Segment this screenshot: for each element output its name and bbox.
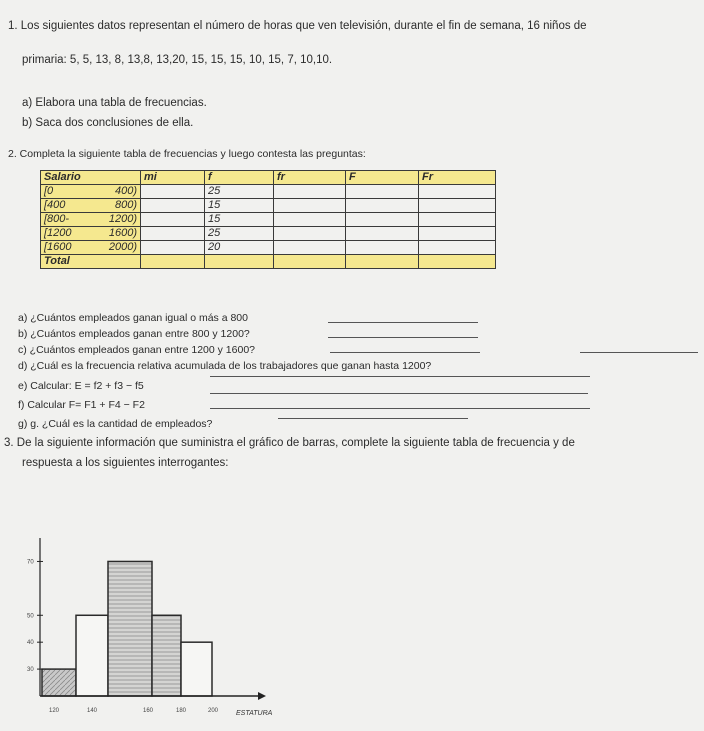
Fr-cell[interactable] [419,241,496,255]
f-cell: 20 [205,241,274,255]
header-mi: mi [141,171,205,185]
frequency-table [40,170,496,269]
total-F-cell [346,255,419,269]
answer-line-d[interactable] [580,352,698,353]
answer-line-a[interactable] [328,322,478,323]
interval-upper: 400) [114,185,137,197]
f-cell: 25 [205,227,274,241]
F-cell[interactable] [346,213,419,227]
interval-cell [41,199,141,213]
F-cell[interactable] [346,241,419,255]
q2-question-f: f) Calcular F= F1 + F4 − F2 [18,399,145,411]
histogram-chart [0,510,300,730]
histogram-bar-180-200 [181,642,212,696]
interval-cell [41,213,141,227]
x-tick-label: 140 [86,708,98,714]
x-axis-arrow [258,692,266,700]
mi-cell[interactable] [141,227,205,241]
q3-line1: 3. De la siguiente información que suministra el gráfico de barras, complete la siguiente tabla de frecuencia y de [4,437,575,449]
histogram-bar-160-170 [108,561,152,696]
table-total-row [41,255,496,269]
x-axis-label: ESTATURA [236,710,273,717]
header-Fr: Fr [419,171,496,185]
q2-question-c: c) ¿Cuántos empleados ganan entre 1200 y 1600? [18,344,255,356]
header-f: f [205,171,274,185]
q3-line2: respuesta a los siguientes interrogantes: [22,457,229,469]
total-Fr-cell [419,255,496,269]
q2-question-g: g) g. ¿Cuál es la cantidad de empleados? [18,418,213,430]
interval-upper: 1600) [108,227,137,239]
mi-cell[interactable] [141,213,205,227]
table-row [41,227,496,241]
interval-upper: 2000) [108,241,137,253]
Fr-cell[interactable] [419,227,496,241]
interval-lower: [1600 [44,241,72,253]
F-cell[interactable] [346,199,419,213]
Fr-cell[interactable] [419,213,496,227]
y-tick-label: 70 [27,559,34,566]
x-tick-label: 200 [207,708,219,714]
header-F: F [346,171,419,185]
fr-cell[interactable] [274,213,346,227]
fr-cell[interactable] [274,199,346,213]
x-tick-label: 120 [48,708,60,714]
header-salario: Salario [41,171,141,185]
y-tick-label: 40 [27,640,34,647]
total-mi-cell [141,255,205,269]
fr-cell[interactable] [274,185,346,199]
q1-item-a: a) Elabora una tabla de frecuencias. [22,97,207,109]
interval-cell [41,227,141,241]
interval-upper: 800) [114,199,137,211]
f-cell: 15 [205,199,274,213]
q2-question-a: a) ¿Cuántos empleados ganan igual o más a 800 [18,312,248,324]
q1-intro-line2: primaria: 5, 5, 13, 8, 13,8, 13,20, 15, 15, 15, 10, 15, 7, 10,10. [22,54,333,66]
interval-cell [41,241,141,255]
q2-title: 2. Completa la siguiente tabla de frecuencias y luego contesta las preguntas: [8,148,366,160]
total-fr-cell[interactable] [274,255,346,269]
answer-line-b[interactable] [328,337,478,338]
mi-cell[interactable] [141,241,205,255]
answer-line-c[interactable] [330,352,480,353]
interval-lower: [1200 [44,227,72,239]
histogram-bar-140-160 [76,615,108,696]
histogram-bar-170-180 [152,615,181,696]
mi-cell[interactable] [141,185,205,199]
q1-intro-line1: 1. Los siguientes datos representan el número de horas que ven televisión, durante el fin de semana, 16 niños de [8,20,587,32]
F-cell[interactable] [346,185,419,199]
answer-line-e[interactable] [210,393,588,394]
table-row [41,213,496,227]
mi-cell[interactable] [141,199,205,213]
answer-line-d2[interactable] [210,376,590,377]
Fr-cell[interactable] [419,199,496,213]
q2-question-d: d) ¿Cuál es la frecuencia relativa acumulada de los trabajadores que ganan hasta 1200? [18,360,432,372]
x-tick-label: 160 [142,708,154,714]
interval-cell [41,185,141,199]
q2-question-e: e) Calcular: E = f2 + f3 − f5 [18,380,144,392]
interval-lower: [400 [44,199,66,211]
y-tick-label: 30 [27,667,34,674]
total-f-cell[interactable] [205,255,274,269]
Fr-cell[interactable] [419,185,496,199]
header-fr: fr [274,171,346,185]
total-label: Total [41,255,141,269]
histogram-bar-120-140 [42,669,76,696]
table-header-row [41,171,496,185]
fr-cell[interactable] [274,227,346,241]
interval-lower: [800- [44,213,70,225]
fr-cell[interactable] [274,241,346,255]
x-tick-label: 180 [175,708,187,714]
answer-line-g[interactable] [278,418,468,419]
f-cell: 25 [205,185,274,199]
q2-question-b: b) ¿Cuántos empleados ganan entre 800 y 1200? [18,328,250,340]
interval-upper: 1200) [108,213,137,225]
table-row [41,185,496,199]
q1-item-b: b) Saca dos conclusiones de ella. [22,117,194,129]
answer-line-f[interactable] [210,408,590,409]
f-cell: 15 [205,213,274,227]
table-row [41,241,496,255]
table-row [41,199,496,213]
interval-lower: [0 [44,185,54,197]
y-tick-label: 50 [27,613,34,620]
F-cell[interactable] [346,227,419,241]
